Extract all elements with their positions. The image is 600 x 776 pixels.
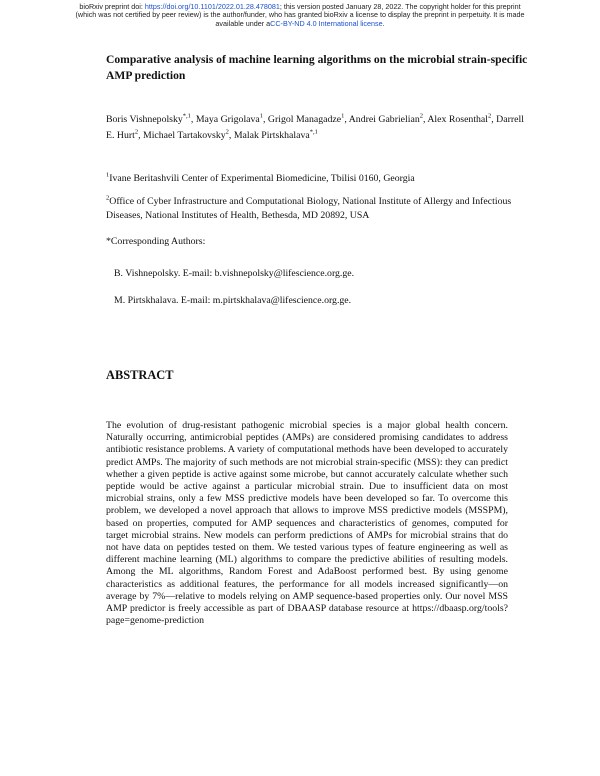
abstract-text: The evolution of drug-resistant pathogenic microbial species is a major global health concern. Naturally occurring, antimicrobial peptides (AMPs) are considered promising candidates to address antibiotic resistance problems. A variety of computational methods have been developed to accurately predict AMPs. The majority of such methods are not microbial strain-specific (MSS): they can predict whether a given peptide is active against some microbe, but cannot accurately calculate whether such peptide would be active against a particular microbial strain. Due to insufficient data on most microbial strains, only a few MSS predictive models have been developed so far. To overcome this problem, we developed a novel approach that allows to improve MSS predictive models (MSSPM), based on properties, computed for AMP sequences and characteristics of genomes, computed for target microbial strains. New models can perform predictions of AMPs for microbial strains that do not have data on peptides tested on them. We tested various types of feature engineering as well as different machine learning (ML) algorithms to compare the predictive abilities of resulting models. Among the ML algorithms, Random Forest and AdaBoost performed best. By using genome characteristics as additional features, the performance for all models increased significantly—on average by 7%—relative to models relying on AMP sequence-based properties only. Our novel MSS AMP predictor is freely accessible as part of DBAASP database resource at https://dbaasp.org/tools?page=genome-prediction (106, 420, 508, 627)
author: Michael Tartakovsky$^2$, (143, 128, 234, 141)
abstract-heading: ABSTRACT (106, 368, 174, 382)
author: Malak Pirtskhalava$^{*,1}$ (233, 128, 318, 141)
preprint-notice (0, 3, 600, 28)
affiliation-2: $^2$Office of Cyber Infrastructure and Computational Biology, National Institute of Allergy and Infectious Diseases, National Institutes of Health, Bethesda, MD 20892, USA (106, 194, 512, 221)
author: Boris Vishnepolsky$^{*,1}$, (106, 112, 196, 125)
preprint-notice-line-3: available under aCC-BY-ND 4.0 International license. (215, 18, 385, 28)
author: Alex Rosenthal$^2$, (427, 112, 497, 125)
preprint-doi-label: bioRxiv preprint doi: (79, 2, 145, 11)
author: Maya Grigolava$^1$, (195, 112, 268, 125)
paper-title: Comparative analysis of machine learning algorithms on the microbial strain-specific AMP prediction (106, 53, 528, 82)
corresponding-email-1: B. Vishnepolsky. E-mail: b.vishnepolsky@lifescience.org.ge. (114, 268, 355, 279)
corresponding-authors-label: *Corresponding Authors: (106, 236, 206, 247)
author-list (106, 112, 526, 143)
author: Grigol Managadze$^1$, (267, 112, 349, 125)
doi-link[interactable]: https://doi.org/10.1101/2022.01.28.478081 (144, 2, 280, 11)
corresponding-email-2: M. Pirtskhalava. E-mail: m.pirtskhalava@lifescience.org.ge. (114, 295, 352, 306)
author: Andrei Gabrielian$^2$, (348, 112, 428, 125)
affiliation-1: $^1$Ivane Beritashvili Center of Experimental Biomedicine, Tbilisi 0160, Georgia (106, 171, 415, 184)
license-link[interactable]: CC-BY-ND 4.0 International license (270, 18, 383, 28)
preprint-notice-text: ; this version posted January 28, 2022. The copyright holder for this preprint (279, 2, 521, 11)
preprint-notice-line-2: (which was not certified by peer review) is the author/funder, who has granted bioRxiv a license to display the preprint in perpetuity. It is made (75, 10, 525, 20)
author: Darrell E. Hurt$^2$, (106, 114, 524, 141)
